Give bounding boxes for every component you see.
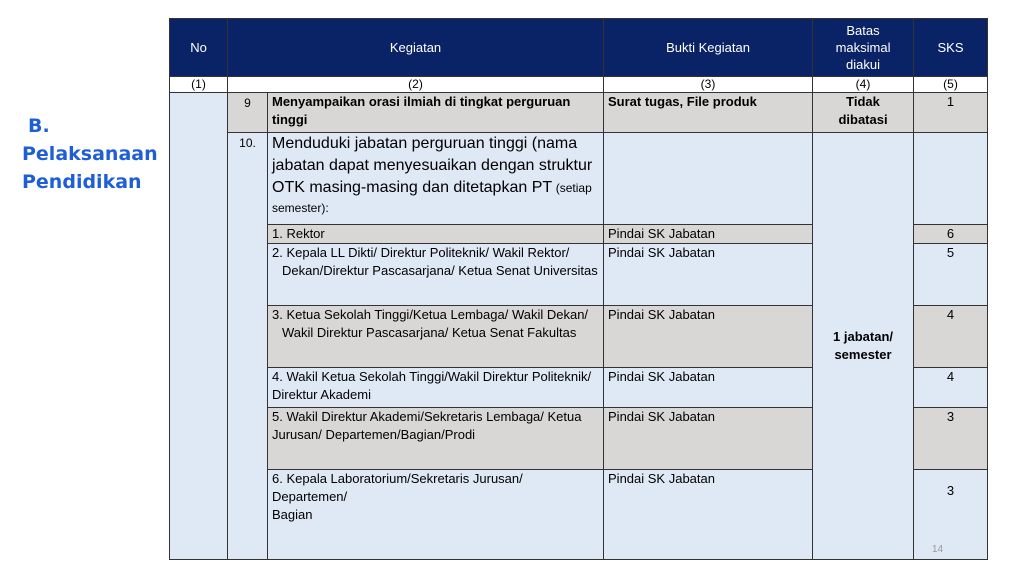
header-batas	[813, 19, 914, 77]
row-kegiatan: Menyampaikan orasi ilmiah di tingkat perguruan tinggi	[268, 93, 604, 133]
row-kegiatan-text: Menduduki jabatan perguruan tinggi (nama jabatan dapat menyesuaikan dengan struktur OTK masing-masing dan ditetapkan PT	[272, 135, 593, 196]
row-sks: 1	[914, 93, 988, 133]
subrow-sks: 3	[914, 408, 988, 470]
column-number: (5)	[914, 77, 988, 93]
row-batas-line-2: semester	[834, 347, 892, 362]
subrow-kegiatan: 2. Kepala LL Dikti/ Direktur Politeknik/ Wakil Rektor/ Dekan/Direktur Pascasarjana/ Ketua Senat Universitas	[268, 244, 604, 306]
subrow-sks: 3	[914, 470, 988, 560]
header-kegiatan: Kegiatan	[228, 19, 604, 77]
row-batas-line-1: Tidak	[846, 94, 880, 109]
subrow-kegiatan: 3. Ketua Sekolah Tinggi/Ketua Lembaga/ Wakil Dekan/ Wakil Direktur Pascasarjana/ Ketua Senat Fakultas	[268, 306, 604, 368]
row-kegiatan	[268, 133, 604, 225]
activity-table	[169, 18, 988, 560]
header-bukti: Bukti Kegiatan	[604, 19, 813, 77]
column-number: (3)	[604, 77, 813, 93]
column-number: (2)	[228, 77, 604, 93]
subrow-sks: 4	[914, 368, 988, 408]
subrow-kegiatan: 4. Wakil Ketua Sekolah Tinggi/Wakil Direktur Politeknik/ Direktur Akademi	[268, 368, 604, 408]
section-title-line-2: Pelaksanaan	[22, 143, 158, 165]
subrow-kegiatan-line-2: Departemen/	[272, 489, 348, 504]
header-no: No	[170, 19, 228, 77]
column-number-row	[170, 77, 988, 93]
section-title-line-1: B.	[28, 115, 50, 137]
row-batas	[813, 133, 914, 560]
subrow-bukti: Pindai SK Jabatan	[604, 306, 813, 368]
subrow-sks: 5	[914, 244, 988, 306]
row-index: 10.	[228, 133, 268, 560]
column-number: (1)	[170, 77, 228, 93]
section-title	[22, 112, 172, 196]
row-batas-line-2: dibatasi	[838, 112, 888, 127]
row-index: 9	[228, 93, 268, 133]
subrow-kegiatan: 1. Rektor	[268, 225, 604, 244]
subrow-sks: 6	[914, 225, 988, 244]
subrow-kegiatan-line-3: Bagian	[272, 507, 313, 522]
section-title-line-3: Pendidikan	[22, 171, 142, 193]
subrow-bukti: Pindai SK Jabatan	[604, 368, 813, 408]
subrow-kegiatan-line-1: 6. Kepala Laboratorium/Sekretaris Jurusan/	[272, 471, 523, 486]
header-batas-line-1: Batas	[846, 23, 880, 38]
header-batas-line-3: diakui	[846, 57, 880, 72]
row-bukti: Surat tugas, File produk	[604, 93, 813, 133]
subrow-bukti: Pindai SK Jabatan	[604, 244, 813, 306]
subrow-sks: 4	[914, 306, 988, 368]
subrow-bukti: Pindai SK Jabatan	[604, 408, 813, 470]
no-cell	[170, 93, 228, 560]
subrow-bukti: Pindai SK Jabatan	[604, 470, 813, 560]
row-kegiatan-note: (setiap semester):	[272, 181, 592, 215]
column-number: (4)	[813, 77, 914, 93]
header-row	[170, 19, 988, 77]
row-bukti	[604, 133, 813, 225]
header-batas-line-2: maksimal	[835, 40, 891, 55]
subrow-kegiatan: 5. Wakil Direktur Akademi/Sekretaris Lembaga/ Ketua Jurusan/ Departemen/Bagian/Prodi	[268, 408, 604, 470]
row-batas	[813, 93, 914, 133]
table-row-10	[170, 133, 988, 225]
subrow-bukti: Pindai SK Jabatan	[604, 225, 813, 244]
subrow-kegiatan	[268, 470, 604, 560]
page-number: 14	[932, 544, 944, 555]
table-row-9	[170, 93, 988, 133]
header-sks: SKS	[914, 19, 988, 77]
row-batas-line-1: 1 jabatan/	[833, 329, 893, 344]
row-sks	[914, 133, 988, 225]
